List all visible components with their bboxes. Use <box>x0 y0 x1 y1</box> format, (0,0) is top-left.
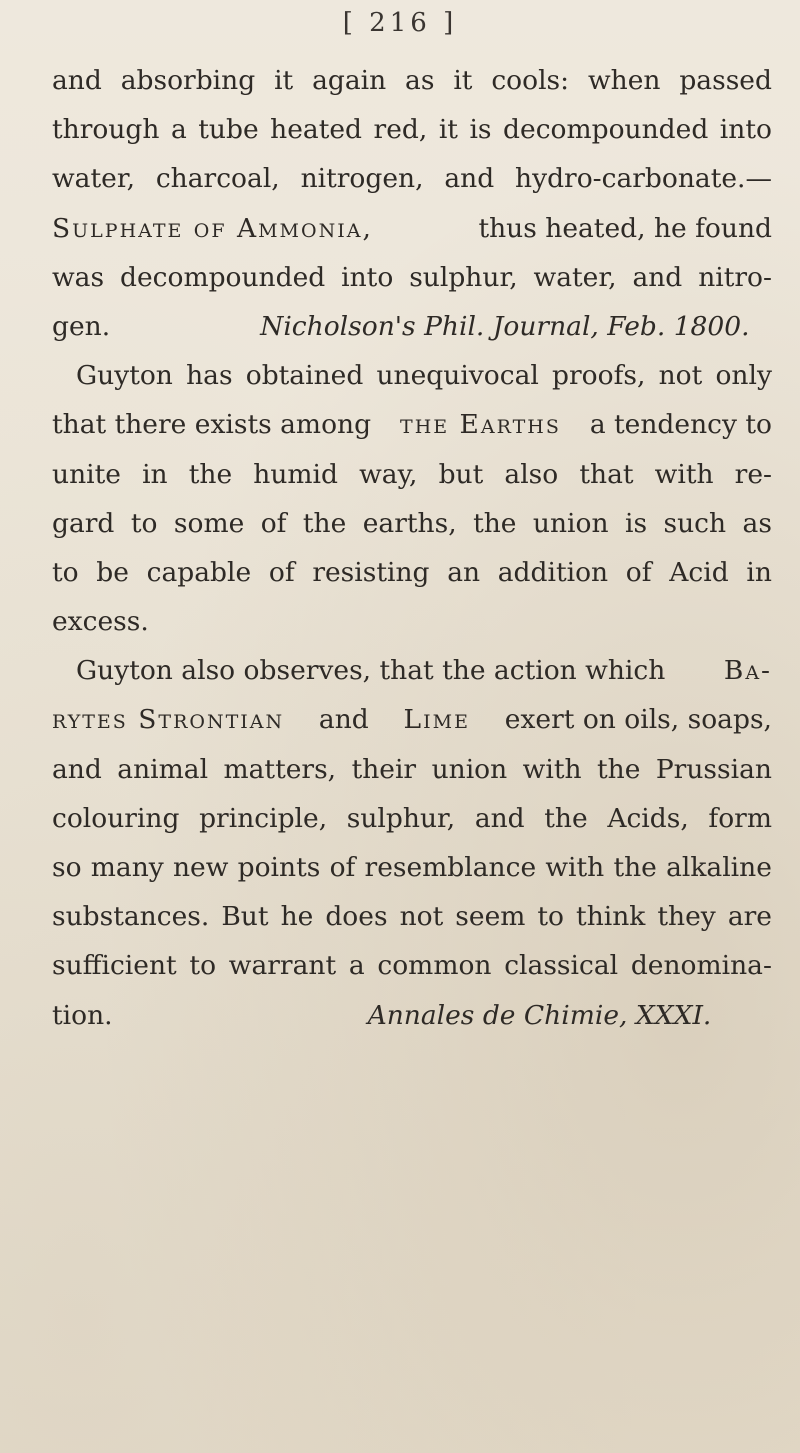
text-span: Guyton also observes, that the action which <box>76 655 666 687</box>
text-span: that there exists among <box>52 409 372 441</box>
text-line: Guyton has obtained unequivocal proofs, not only <box>76 360 772 392</box>
term-lime: Lime <box>403 704 470 736</box>
text-span: tion. <box>52 999 113 1031</box>
text-line <box>52 646 772 695</box>
term-barytes: Ba- <box>723 655 772 687</box>
text-line: so many new points of resemblance with the alkaline <box>52 852 772 883</box>
text-line: to be capable of resisting an addition of Acid in <box>52 556 772 588</box>
text-line: colouring principle, sulphur, and the Acids, form <box>52 802 772 834</box>
text-line: excess. <box>52 606 149 638</box>
text-span: and <box>318 704 369 736</box>
citation-nicholson: Nicholson's Phil. Journal, Feb. 1800. <box>260 310 750 342</box>
text-line: and animal matters, their union with the Prussian <box>52 753 772 785</box>
text-span: exert on oils, soaps, <box>504 704 772 736</box>
text-line: gard to some of the earths, the union is such as <box>52 507 772 539</box>
text-line: through a tube heated red, it is decompounded into <box>52 114 772 146</box>
text-line <box>52 400 772 449</box>
citation-annales: Annales de Chimie, XXXI. <box>367 999 712 1031</box>
text-line <box>52 695 772 744</box>
text-span: thus heated, he found <box>478 212 772 244</box>
text-line: unite in the humid way, but also that with re- <box>52 458 772 490</box>
text-span: gen. <box>52 310 111 342</box>
page-number: [ 216 ] <box>342 8 458 38</box>
text-line: water, charcoal, nitrogen, and hydro-carbonate.— <box>52 163 772 195</box>
text-line <box>52 302 772 351</box>
text-line: sufficient to warrant a common classical denomina- <box>52 950 772 982</box>
text-line: was decompounded into sulphur, water, and nitro- <box>52 261 772 293</box>
term-the-earths: the Earths <box>400 409 561 441</box>
term-sulphate-of-ammonia: Sulphate of Ammonia, <box>52 212 373 244</box>
body-text <box>52 56 772 1040</box>
text-line <box>52 991 772 1040</box>
text-line: substances. But he does not seem to think they are <box>52 901 772 933</box>
text-line <box>52 204 772 253</box>
term-rytes-strontian: rytes Strontian <box>52 704 285 736</box>
text-span: a tendency to <box>589 409 772 441</box>
text-line: and absorbing it again as it cools: when passed <box>52 65 772 96</box>
